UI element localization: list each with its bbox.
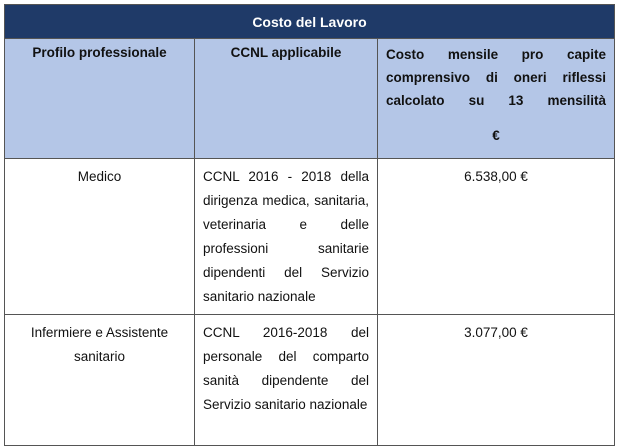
header-cost	[378, 39, 615, 159]
row-cost: 6.538,00 €	[378, 159, 615, 315]
header-cost-label: Costo mensile pro capite comprensivo di oneri riflessi calcolato su 13 mensilità	[386, 47, 606, 108]
table-header-row	[5, 39, 615, 159]
header-cost-unit: €	[492, 128, 500, 143]
row-ccnl: CCNL 2016 - 2018 della dirigenza medica, sanitaria, veterinaria e delle professioni sanitarie dipendenti del Servizio sanitario nazionale	[195, 159, 378, 315]
header-profile: Profilo professionale	[5, 39, 195, 159]
row-profile: Medico	[5, 159, 195, 315]
row-profile: Infermiere e Assistente sanitario	[5, 315, 195, 446]
table-title-row	[5, 5, 615, 39]
table-title: Costo del Lavoro	[5, 5, 615, 39]
row-ccnl: CCNL 2016-2018 del personale del comparto sanità dipendente del Servizio sanitario nazionale	[195, 315, 378, 446]
table-row	[5, 315, 615, 446]
table-row	[5, 159, 615, 315]
labor-cost-table	[4, 4, 615, 446]
row-cost: 3.077,00 €	[378, 315, 615, 446]
header-ccnl: CCNL applicabile	[195, 39, 378, 159]
